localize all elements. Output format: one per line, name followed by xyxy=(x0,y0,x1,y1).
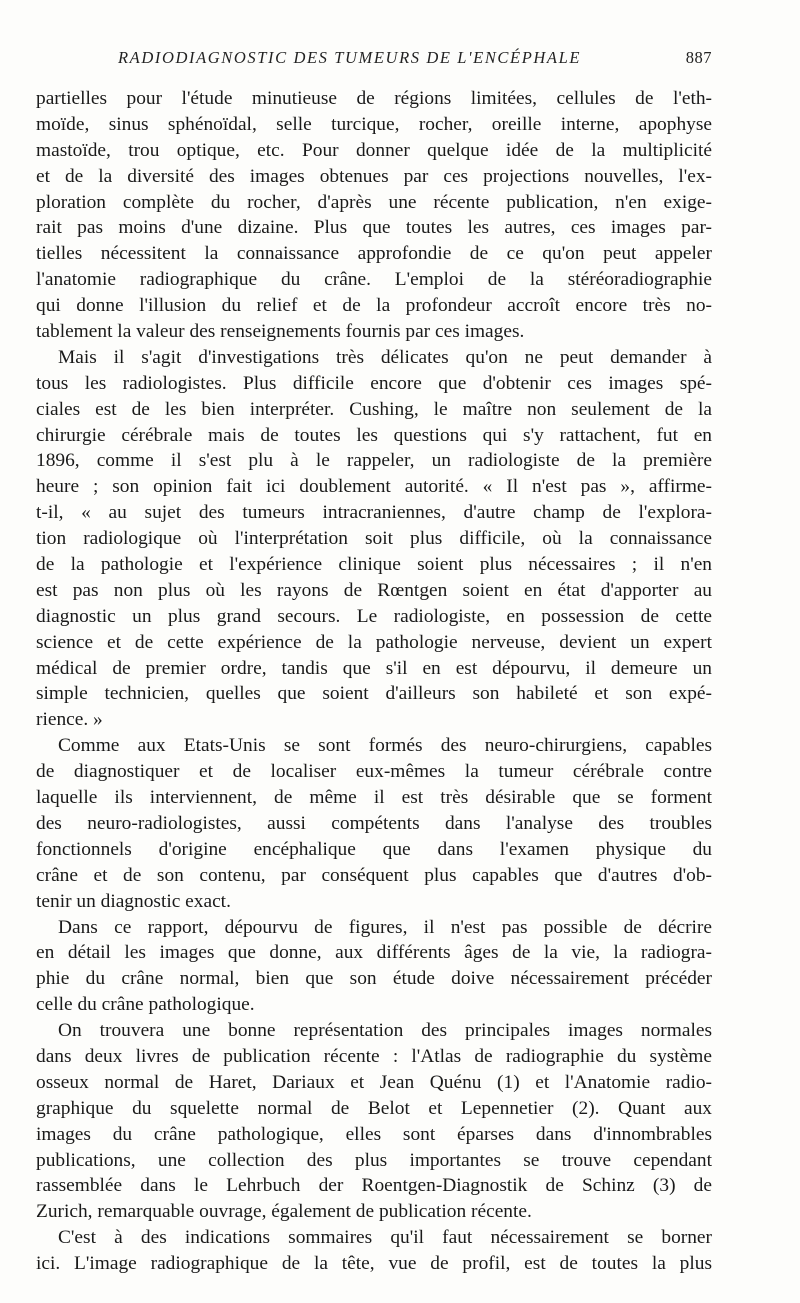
text-line: moïde, sinus sphénoïdal, selle turcique, rocher, oreille interne, apophyse xyxy=(36,113,712,135)
text-line: rait pas moins d'une dizaine. Plus que toutes les autres, ces images par- xyxy=(36,217,712,239)
text-line: partielles pour l'étude minutieuse de régions limitées, cellules de l'eth- xyxy=(36,88,712,109)
text-line: t-il, « au sujet des tumeurs intracraniennes, d'autre champ de l'explora- xyxy=(36,502,712,524)
text-line: simple technicien, quelles que soient d'ailleurs son habileté et son expé- xyxy=(36,683,712,705)
text-line: celle du crâne pathologique. xyxy=(36,994,255,1016)
text-line: 1896, comme il s'est plu à le rappeler, un radiologiste de la première xyxy=(36,450,712,472)
text-line: Zurich, remarquable ouvrage, également de publication récente. xyxy=(36,1201,532,1223)
text-line: heure ; son opinion fait ici doublement autorité. « Il n'est pas », affirme- xyxy=(36,476,712,498)
text-line: Dans ce rapport, dépourvu de figures, il n'est pas possible de décrire xyxy=(58,916,712,938)
text-line: tenir un diagnostic exact. xyxy=(36,890,231,912)
text-line: diagnostic un plus grand secours. Le radiologiste, en possession de cette xyxy=(36,605,712,627)
text-line: phie du crâne normal, bien que son étude doive nécessairement précéder xyxy=(36,968,712,990)
text-line: tablement la valeur des renseignements fournis par ces images. xyxy=(36,321,525,343)
text-line: de la pathologie et l'expérience clinique soient plus nécessaires ; il n'en xyxy=(36,554,712,576)
text-line: Comme aux Etats-Unis se sont formés des neuro-chirurgiens, capables xyxy=(58,735,712,757)
text-line: des neuro-radiologistes, aussi compétents dans l'analyse des troubles xyxy=(36,812,712,834)
text-line: graphique du squelette normal de Belot et Lepennetier (2). Quant aux xyxy=(36,1097,712,1119)
text-line: est pas non plus où les rayons de Rœntgen soient en état d'apporter au xyxy=(36,579,712,601)
text-line: et de la diversité des images obtenues par ces projections nouvelles, l'ex- xyxy=(36,165,712,187)
text-line: science et de cette expérience de la pathologie nerveuse, devient un expert xyxy=(36,631,712,653)
text-line: médical de premier ordre, tandis que s'il en est dépourvu, il demeure un xyxy=(36,657,712,679)
running-header xyxy=(118,48,712,72)
text-line: de diagnostiquer et de localiser eux-mêmes la tumeur cérébrale contre xyxy=(36,761,712,783)
text-line: mastoïde, trou optique, etc. Pour donner quelque idée de la multiplicité xyxy=(36,139,712,161)
text-line: l'anatomie radiographique du crâne. L'emploi de la stéréoradiographie xyxy=(36,269,712,291)
text-line: rience. » xyxy=(36,709,103,731)
text-line: qui donne l'illusion du relief et de la profondeur accroît encore très no- xyxy=(36,295,712,317)
text-line: tion radiologique où l'interprétation soit plus difficile, où la connaissance xyxy=(36,528,712,550)
text-line: laquelle ils interviennent, de même il est très désirable que se forment xyxy=(36,787,712,809)
text-line: rassemblée dans le Lehrbuch der Roentgen-Diagnostik de Schinz (3) de xyxy=(36,1175,712,1197)
text-line: tielles nécessitent la connaissance approfondie de ce qu'on peut appeler xyxy=(36,243,712,265)
text-line: ploration complète du rocher, d'après une récente publication, n'en exige- xyxy=(36,191,712,213)
text-line: dans deux livres de publication récente : l'Atlas de radiographie du système xyxy=(36,1045,712,1067)
text-line: chirurgie cérébrale mais de toutes les questions qui s'y rattachent, fut en xyxy=(36,424,712,446)
text-line: images du crâne pathologique, elles sont éparses dans d'innombrables xyxy=(36,1123,712,1145)
text-line: crâne et de son contenu, par conséquent plus capables que d'autres d'ob- xyxy=(36,864,712,886)
text-line: publications, une collection des plus importantes se trouve cependant xyxy=(36,1149,712,1171)
text-line: C'est à des indications sommaires qu'il faut nécessairement se borner xyxy=(58,1227,712,1249)
text-line: On trouvera une bonne représentation des principales images normales xyxy=(58,1020,712,1042)
text-line: fonctionnels d'origine encéphalique que dans l'examen physique du xyxy=(36,838,712,860)
text-line: osseux normal de Haret, Dariaux et Jean Quénu (1) et l'Anatomie radio- xyxy=(36,1071,712,1093)
running-title: RADIODIAGNOSTIC DES TUMEURS DE L'ENCÉPHALE xyxy=(118,48,582,67)
text-line: Mais il s'agit d'investigations très délicates qu'on ne peut demander à xyxy=(58,346,712,368)
text-line: en détail les images que donne, aux différents âges de la vie, la radiogra- xyxy=(36,942,712,964)
text-line: tous les radiologistes. Plus difficile encore que d'obtenir ces images spé- xyxy=(36,372,712,394)
text-line: ici. L'image radiographique de la tête, vue de profil, est de toutes la plus xyxy=(36,1253,712,1275)
text-line: ciales est de les bien interpréter. Cushing, le maître non seulement de la xyxy=(36,398,712,420)
page-number: 887 xyxy=(685,48,712,67)
body-text xyxy=(36,86,712,1277)
